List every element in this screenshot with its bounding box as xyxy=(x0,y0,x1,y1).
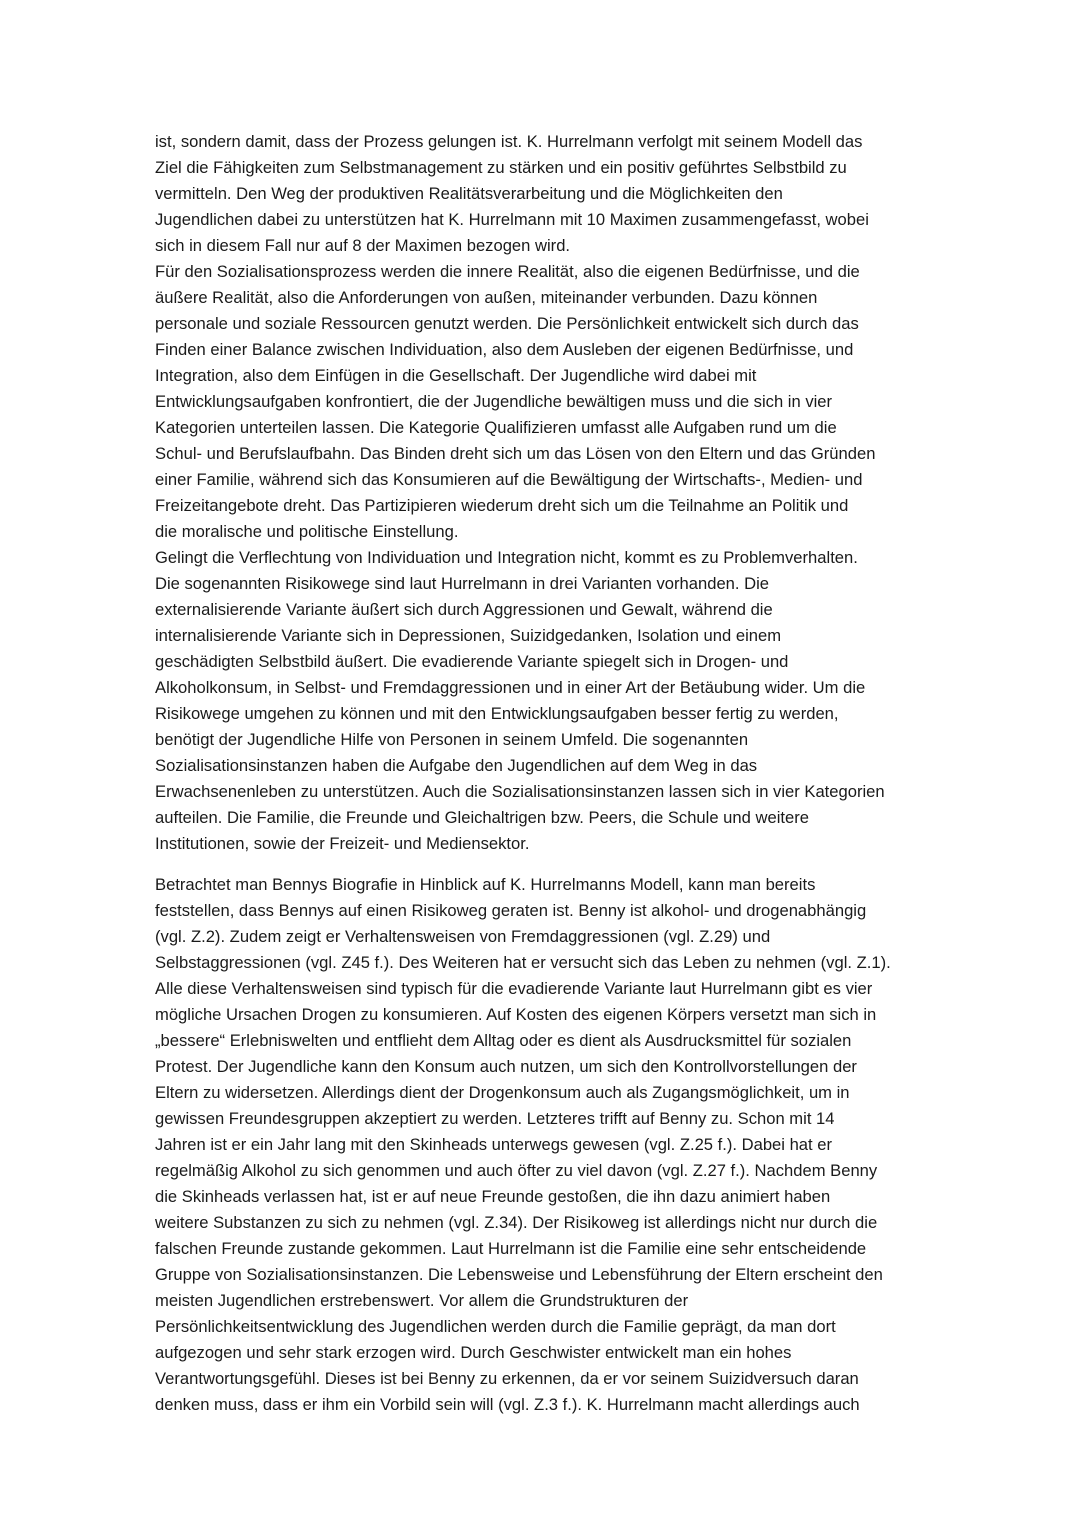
text-line: Erwachsenenleben zu unterstützen. Auch die Sozialisationsinstanzen lassen sich in vier Kategorien xyxy=(155,782,885,801)
text-line: weitere Substanzen zu sich zu nehmen (vgl. Z.34). Der Risikoweg ist allerdings nicht nur durch die xyxy=(155,1213,878,1232)
text-line: Persönlichkeitsentwicklung des Jugendlichen werden durch die Familie geprägt, da man dort xyxy=(155,1317,836,1336)
text-line: Jahren ist er ein Jahr lang mit den Skinheads unterwegs gewesen (vgl. Z.25 f.). Dabei hat er xyxy=(155,1135,833,1154)
text-line: „bessere“ Erlebniswelten und entflieht dem Alltag oder es dient als Ausdrucksmittel für sozialen xyxy=(155,1031,852,1050)
text-line: Sozialisationsinstanzen haben die Aufgabe den Jugendlichen auf dem Weg in das xyxy=(155,756,758,775)
text-line: Institutionen, sowie der Freizeit- und Mediensektor. xyxy=(155,834,530,853)
text-line: Die sogenannten Risikowege sind laut Hurrelmann in drei Varianten vorhanden. Die xyxy=(155,574,770,593)
text-line: Verantwortungsgefühl. Dieses ist bei Benny zu erkennen, da er vor seinem Suizidversuch daran xyxy=(155,1369,859,1388)
text-line: Entwicklungsaufgaben konfrontiert, die der Jugendliche bewältigen muss und die sich in vier xyxy=(155,392,833,411)
text-line: aufgezogen und sehr stark erzogen wird. Durch Geschwister entwickelt man ein hohes xyxy=(155,1343,792,1362)
text-line: Risikowege umgehen zu können und mit den Entwicklungsaufgaben besser fertig zu werden, xyxy=(155,704,839,723)
text-line: Für den Sozialisationsprozess werden die innere Realität, also die eigenen Bedürfnisse, und die xyxy=(155,262,860,281)
text-line: Jugendlichen dabei zu unterstützen hat K. Hurrelmann mit 10 Maximen zusammengefasst, wobei xyxy=(155,210,869,229)
text-line: Alle diese Verhaltensweisen sind typisch für die evadierende Variante laut Hurrelmann gibt es vier xyxy=(155,979,873,998)
text-line: Protest. Der Jugendliche kann den Konsum auch nutzen, um sich den Kontrollvorstellungen der xyxy=(155,1057,857,1076)
text-line: Eltern zu widersetzen. Allerdings dient der Drogenkonsum auch als Zugangsmöglichkeit, um in xyxy=(155,1083,850,1102)
text-line: vermitteln. Den Weg der produktiven Realitätsverarbeitung und die Möglichkeiten den xyxy=(155,184,783,203)
text-line: Integration, also dem Einfügen in die Gesellschaft. Der Jugendliche wird dabei mit xyxy=(155,366,757,385)
text-line: geschädigten Selbstbild äußert. Die evadierende Variante spiegelt sich in Drogen- und xyxy=(155,652,789,671)
text-line: denken muss, dass er ihm ein Vorbild sein will (vgl. Z.3 f.). K. Hurrelmann macht allerdings auch xyxy=(155,1395,860,1414)
text-line: regelmäßig Alkohol zu sich genommen und auch öfter zu viel davon (vgl. Z.27 f.). Nachdem Benny xyxy=(155,1161,878,1180)
text-line: Gruppe von Sozialisationsinstanzen. Die Lebensweise und Lebensführung der Eltern erscheint den xyxy=(155,1265,883,1284)
text-line: feststellen, dass Bennys auf einen Risikoweg geraten ist. Benny ist alkohol- und drogenabhängig xyxy=(155,901,867,920)
text-line: Selbstaggressionen (vgl. Z45 f.). Des Weiteren hat er versucht sich das Leben zu nehmen (vgl. Z.1). xyxy=(155,953,891,972)
text-line: die Skinheads verlassen hat, ist er auf neue Freunde gestoßen, die ihn dazu animiert haben xyxy=(155,1187,831,1206)
text-line: meisten Jugendlichen erstrebenswert. Vor allem die Grundstrukturen der xyxy=(155,1291,689,1310)
text-line: aufteilen. Die Familie, die Freunde und Gleichaltrigen bzw. Peers, die Schule und weitere xyxy=(155,808,809,827)
text-line: Schul- und Berufslaufbahn. Das Binden dreht sich um das Lösen von den Eltern und das Gründen xyxy=(155,444,876,463)
text-line: einer Familie, während sich das Konsumieren auf die Bewältigung der Wirtschafts-, Medien- und xyxy=(155,470,863,489)
text-line: Alkoholkonsum, in Selbst- und Fremdaggressionen und in einer Art der Betäubung wider. Um die xyxy=(155,678,866,697)
text-line: internalisierende Variante sich in Depressionen, Suizidgedanken, Isolation und einem xyxy=(155,626,782,645)
text-line: Gelingt die Verflechtung von Individuation und Integration nicht, kommt es zu Problemverhalten. xyxy=(155,548,858,567)
text-line: personale und soziale Ressourcen genutzt werden. Die Persönlichkeit entwickelt sich durch das xyxy=(155,314,859,333)
text-line: falschen Freunde zustande gekommen. Laut Hurrelmann ist die Familie eine sehr entscheidende xyxy=(155,1239,867,1258)
text-line: benötigt der Jugendliche Hilfe von Personen in seinem Umfeld. Die sogenannten xyxy=(155,730,749,749)
paragraph-block-analysis xyxy=(155,872,955,1418)
text-line: Freizeitangebote dreht. Das Partizipieren wiederum dreht sich um die Teilnahme an Politik und xyxy=(155,496,849,515)
text-line: (vgl. Z.2). Zudem zeigt er Verhaltensweisen von Fremdaggressionen (vgl. Z.29) und xyxy=(155,927,771,946)
text-line: Ziel die Fähigkeiten zum Selbstmanagement zu stärken und ein positiv geführtes Selbstbild zu xyxy=(155,158,847,177)
text-line: mögliche Ursachen Drogen zu konsumieren. Auf Kosten des eigenen Körpers versetzt man sich in xyxy=(155,1005,877,1024)
text-line: externalisierende Variante äußert sich durch Aggressionen und Gewalt, während die xyxy=(155,600,773,619)
text-line: die moralische und politische Einstellung. xyxy=(155,522,459,541)
text-line: Betrachtet man Bennys Biografie in Hinblick auf K. Hurrelmanns Modell, kann man bereits xyxy=(155,875,816,894)
text-line: gewissen Freundesgruppen akzeptiert zu werden. Letzteres trifft auf Benny zu. Schon mit 14 xyxy=(155,1109,835,1128)
text-line: ist, sondern damit, dass der Prozess gelungen ist. K. Hurrelmann verfolgt mit seinem Modell das xyxy=(155,132,863,151)
text-line: äußere Realität, also die Anforderungen von außen, miteinander verbunden. Dazu können xyxy=(155,288,818,307)
text-line: Finden einer Balance zwischen Individuation, also dem Ausleben der eigenen Bedürfnisse, und xyxy=(155,340,854,359)
paragraph-block-theory xyxy=(155,129,955,857)
text-line: sich in diesem Fall nur auf 8 der Maximen bezogen wird. xyxy=(155,236,571,255)
text-line: Kategorien unterteilen lassen. Die Kategorie Qualifizieren umfasst alle Aufgaben rund um die xyxy=(155,418,837,437)
